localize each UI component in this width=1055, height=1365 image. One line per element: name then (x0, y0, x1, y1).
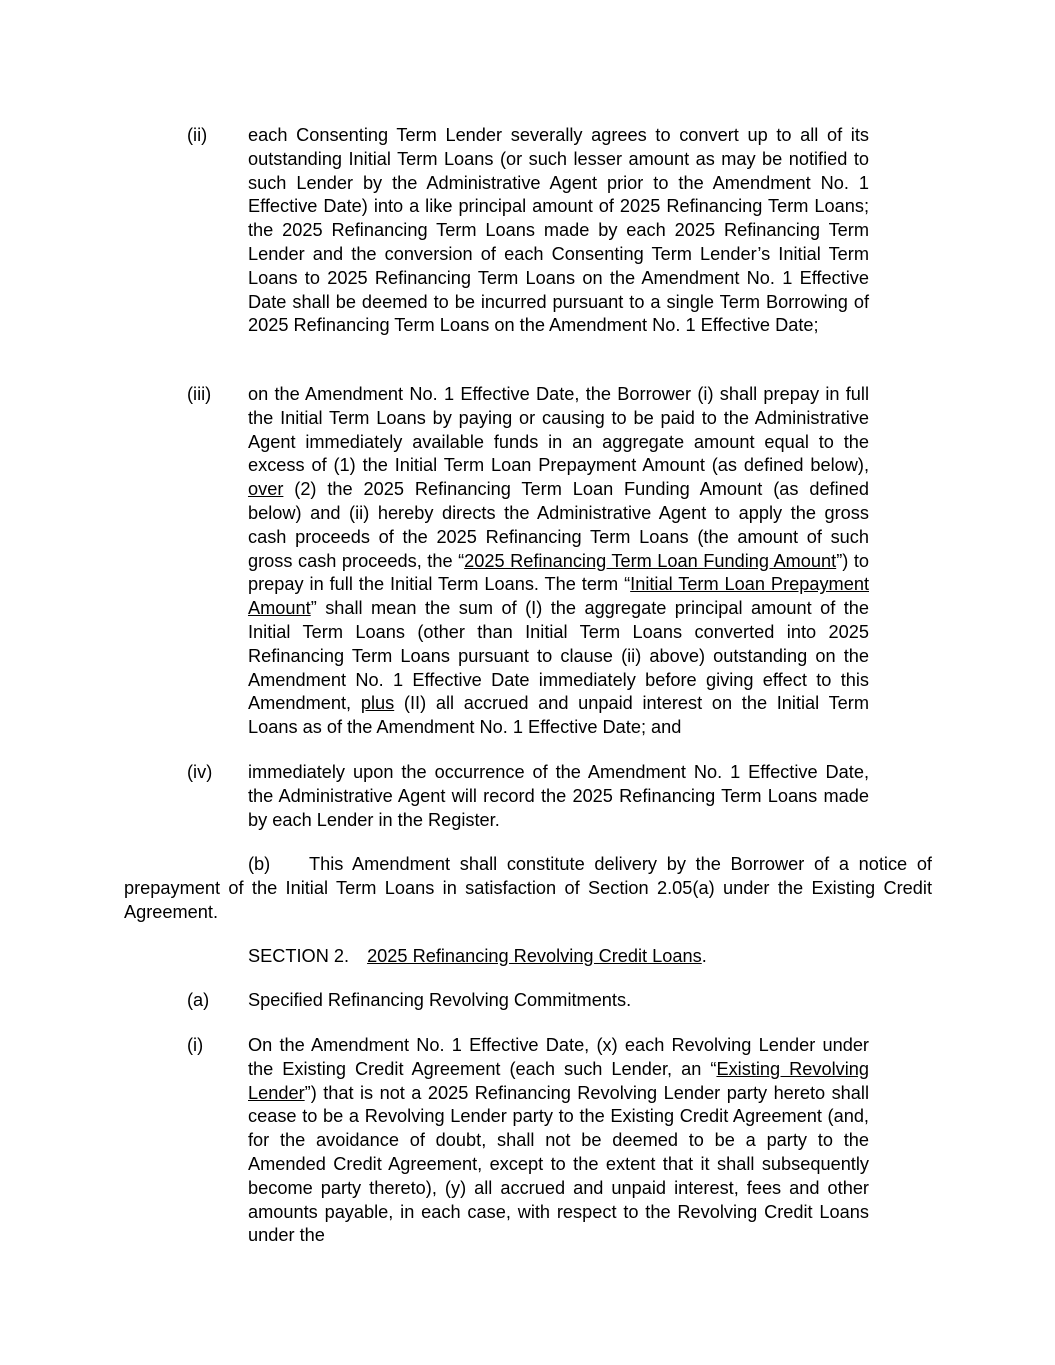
clause-label: (iii) (187, 384, 212, 404)
clause-label: (i) (187, 1035, 204, 1055)
paragraph-b (124, 853, 932, 924)
defined-term: 2025 Refinancing Term Loan Funding Amount (464, 550, 837, 571)
clause-text: each Consenting Term Lender severally agrees to convert up to all of its outstanding Initial Term Loans (or such lesser amount as may be notified to such Lender by the Administrative Agent prior to the Amendment No. 1 Effective Date) into a like principal amount of 2025 Refinancing Term Loans; the 2025 Refinancing Term Loans made by each 2025 Refinancing Term Lender and the conversion of each Consenting Term Lender’s Initial Term Loans to 2025 Refinancing Term Loans on the Amendment No. 1 Effective Date shall be deemed to be incurred pursuant to a single Term Borrowing of 2025 Refinancing Term Loans on the Amendment No. 1 Effective Date; (248, 125, 869, 336)
paragraph-text: This Amendment shall constitute delivery by the Borrower of a notice of prepayment of the Initial Term Loans in satisfaction of Section 2.05(a) under the Existing Credit Agreement. (124, 854, 932, 922)
section-heading: SECTION 2. 2025 Refinancing Revolving Credit Loans. (248, 946, 707, 966)
clause-label: (iv) (187, 762, 213, 782)
clause-text: On the Amendment No. 1 Effective Date, (x) each Revolving Lender under the Existing Credit Agreement (each such Lender, an “Existing Revolving Lender”) that is not a 2025 Refinancing Revolving Lender party hereto shall cease to be a Revolving Lender party to the Existing Credit Agreement (and, for the avoidance of doubt, shall not be deemed to be a party to the Amended Credit Agreement, except to the extent that it shall subsequently become party thereto), (y) all accrued and unpaid interest, fees and other amounts payable, in each case, with respect to the Revolving Credit Loans under the (248, 1035, 869, 1246)
defined-term: Existing Revolving Lender (248, 1058, 869, 1103)
section-number: SECTION 2. (248, 946, 350, 966)
subsection-label: (a) (187, 990, 210, 1010)
section-title: 2025 Refinancing Revolving Credit Loans (367, 946, 702, 966)
defined-term: over (248, 479, 284, 500)
subsection-text: Specified Refinancing Revolving Commitments. (248, 990, 632, 1010)
defined-term: plus (360, 693, 395, 714)
defined-term: Initial Term Loan Prepayment Amount (248, 574, 869, 619)
clause-label: (ii) (187, 125, 208, 145)
clause-text: immediately upon the occurrence of the Amendment No. 1 Effective Date, the Administrative Agent will record the 2025 Refinancing Term Loans made by each Lender in the Register. (248, 762, 869, 830)
clause-text: on the Amendment No. 1 Effective Date, the Borrower (i) shall prepay in full the Initial Term Loans by paying or causing to be paid to the Administrative Agent immediately available funds in an aggregate amount equal to the excess of (1) the Initial Term Loan Prepayment Amount (as defined below), over (2) the 2025 Refinancing Term Loan Funding Amount (as defined below) and (ii) hereby directs the Administrative Agent to apply the gross cash proceeds of the 2025 Refinancing Term Loans (the amount of such gross cash proceeds, the “2025 Refinancing Term Loan Funding Amount”) to prepay in full the Initial Term Loans. The term “Initial Term Loan Prepayment Amount” shall mean the sum of (I) the aggregate principal amount of the Initial Term Loans (other than Initial Term Loans converted into 2025 Refinancing Term Loans pursuant to clause (ii) above) outstanding on the Amendment No. 1 Effective Date immediately before giving effect to this Amendment, plus (II) all accrued and unpaid interest on the Initial Term Loans as of the Amendment No. 1 Effective Date; and (248, 384, 870, 738)
paragraph-label: (b) (248, 854, 271, 874)
